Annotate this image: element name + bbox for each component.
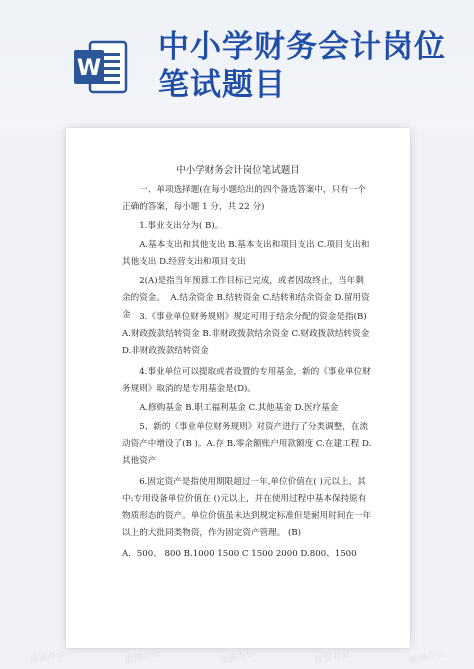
question-3: 3.《事业单位财务规则》规定可用于结余分配的资金是指(B)A.财政拨款结转资金 B.非财政拨款结余资金 C.财政拨款结转资金 D.非财政拨款结转资金	[122, 312, 373, 356]
watermark-text: 熊猫办公	[313, 648, 351, 667]
svg-text:W: W	[76, 56, 102, 81]
question-4: 4.事业单位可以提取或者设置的专用基金，新的《事业单位财务规则》取消的是专用基金是(D)。	[122, 367, 371, 394]
watermark-text: 熊猫办公	[218, 648, 256, 667]
question-6-options: A．500、 800 B.1000 1500 C 1500 2000 D.800、1500	[122, 549, 357, 559]
document-page	[66, 128, 410, 648]
question-intro: 一、单项选择题(在每小题给出的四个备选答案中，只有一个正确的答案，每小题 1 分，共 22 分)	[122, 185, 366, 212]
watermark-text: 熊猫办公	[408, 648, 446, 667]
question-1-options: A.基本支出和其他支出 B.基本支出和项目支出 C.项目支出和其他支出 D.经营支出和项目支出	[122, 240, 370, 267]
watermark-text: 熊猫办公	[29, 648, 67, 667]
watermark	[0, 648, 474, 667]
word-document-icon	[72, 38, 130, 96]
question-4-options: A.修购基金 B.职工福利基金 C.其他基金 D.医疗基金	[139, 403, 339, 413]
document-title: 中小学财务会计岗位笔试题目	[176, 165, 300, 176]
question-6: 6.固定资产是指使用期限超过一年,单位价值在( )元以上，其中:专用设备单位价值在 ()元以上，并在使用过程中基本保持原有物质形态的资产。单位价值虽未达到规定标准但是耐用时间在一年以上的大批同类物资，作为固定资产管理。 (B)	[122, 477, 372, 538]
header-banner	[0, 0, 474, 130]
question-1: 1.事业支出分为( B)。	[139, 221, 224, 231]
question-2: 2(A)是指当年预算工作目标已完成，或者因故终止，当年剩余的资金。 A.结余资金 B.结转资金 C.结转和结余资金 D.留用资金	[122, 276, 370, 320]
question-5: 5、新的《事业单位财务规则》对资产进行了分类调整，在流动资产中增设了(B )。A.存 B.零余额账户用款额度 C.在建工程 D.其他资产	[122, 422, 372, 466]
watermark-text: 熊猫办公	[123, 648, 162, 667]
header-title: 中小学财务会计岗位笔试题目	[158, 29, 446, 103]
